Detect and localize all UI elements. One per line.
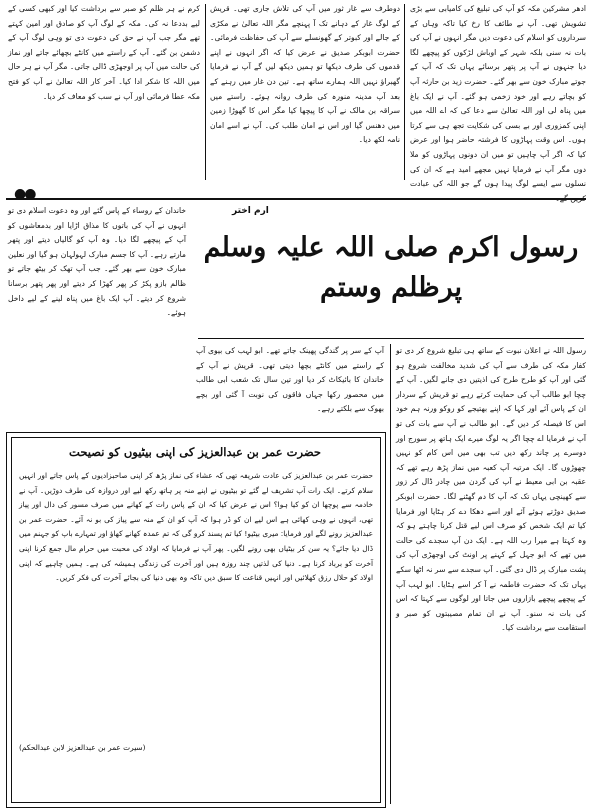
section-rule <box>6 198 586 200</box>
article-title: رسول اکرم صلی اللہ علیہ وسلم پرظلم وستم <box>203 232 579 303</box>
boxed-story <box>6 432 386 808</box>
column-divider <box>404 4 405 180</box>
end-mark-dots: ●● <box>14 186 35 202</box>
column-long-right: رسول اللہ نے اعلان نبوت کے ساتھ ہی تبلیغ شروع کر دی تو کفار مکہ کی طرف سے آپ کی شدید مخالفت شروع ہو گئی اور آپ کو طرح طرح کی اذیتیں دی جانے لگیں۔ آپ کے چچا ابو طالب آپ کی حمایت کرتے رہے تو قریش کے سردار ان کے پاس آئے اور کہا کہ اپنے بھتیجے کو روکو ورنہ ہم خود اس کا فیصلہ کر دیں گے۔ ابو طالب نے آپ سے بات کی تو آپ نے فرمایا اے چچا اگر یہ لوگ میرے ایک ہاتھ پر سورج اور دوسرے پر چاند رکھ دیں تب بھی میں اس کام کو نہیں چھوڑوں گا۔ ایک مرتبہ آپ کعبہ میں نماز پڑھ رہے تھے کہ عقبہ بن ابی معیط نے آپ کی گردن میں چادر ڈال کر زور سے کھینچی یہاں تک کہ آپ کا دم گھٹنے لگا۔ حضرت ابوبکر صدیق دوڑتے ہوئے آئے اور اسے دھکا دے کر ہٹایا اور فرمایا کیا تم ایک شخص کو صرف اس لیے قتل کرنا چاہتے ہو کہ وہ کہتا ہے میرا رب اللہ ہے۔ ایک دن آپ سجدے کی حالت میں تھے کہ ابو جہل کے کہنے پر اونٹ کی اوجھڑی آپ کی پشت مبارک پر ڈال دی گئی۔ آپ سجدے سے سر نہ اٹھا سکے یہاں تک کہ حضرت فاطمہ نے آ کر اسے ہٹایا۔ ابو لہب آپ کے پیچھے پیچھے بازاروں میں جاتا اور لوگوں سے کہتا کہ اس کی بات نہ سنو۔ آپ نے ان تمام مصیبتوں کو صبر و استقامت سے برداشت کیا۔ <box>396 346 586 633</box>
box-body: حضرت عمر بن عبدالعزیز کی عادت شریفہ تھی کہ عشاء کی نماز پڑھ کر اپنی صاحبزادیوں کے پاس جاتے اور انہیں سلام کرتے۔ ایک رات آپ تشریف لے گئے تو بیٹیوں نے اپنے منہ پر ہاتھ رکھ لیے اور دروازہ کی طرف دوڑیں۔ آپ نے خادمہ سے پوچھا ان کو کیا ہوا؟ اس نے عرض کیا کہ ان کے پاس رات کے کھانے میں صرف مسور کی دال اور پیاز تھی، انہوں نے وہی کھائی ہے اس لیے ان کو ڈر ہوا کہ آپ کو ان کے منہ سے پیاز کی بو نہ آئے۔ حضرت عمر بن عبدالعزیز رونے لگے اور فرمایا: میری بیٹیو! کیا تم پسند کرو گی کہ تم عمدہ کھانے کھاؤ اور تمہارے باپ کو جہنم میں ڈال دیا جائے؟ یہ سن کر بیٹیاں بھی رونے لگیں۔ پھر آپ نے فرمایا کہ اولاد کی محبت میں حرام مال جمع کرنا اپنی آخرت کو برباد کرنا ہے۔ دنیا کی لذتیں چند روزہ ہیں اور آخرت کی زندگی ہمیشہ کی ہے۔ ہمیں چاہیے کہ اپنی اولاد کو حلال رزق کھلائیں اور انہیں قناعت کا سبق دیں تاکہ وہ بھی دنیا کی بجائے آخرت کی فکر کریں۔ <box>19 471 373 583</box>
column-divider <box>390 344 391 804</box>
column-divider <box>205 4 206 180</box>
column-mid-left-upper: خاندان کے روساء کے پاس گئے اور وہ دعوت اسلام دی تو انہوں نے آپ کی باتوں کا مذاق اڑایا اور بدمعاشوں کو آپ کے پیچھے لگا دیا۔ وہ آپ کو گالیاں دیتے اور پتھر مارتے رہے۔ آپ کا جسم مبارک لہولہان ہو گیا اور نعلین مبارک خون سے بھر گئے۔ جب آپ تھک کر بیٹھ جاتے تو ظالم بازو پکڑ کر پھر کھڑا کر دیتے اور پھر پتھر برسانا شروع کر دیتے۔ آپ ایک باغ میں پناہ لینے کے لیے داخل ہوئے۔ <box>8 206 186 318</box>
box-title: حضرت عمر بن عبدالعزیز کی اپنی بیٹیوں کو نصیحت <box>69 445 321 459</box>
column-top-left: کرم نے ہر ظلم کو صبر سے برداشت کیا اور کبھی کسی کے لیے بددعا نہ کی۔ مکہ کے لوگ آپ کو صادق اور امین کہتے تھے مگر جب آپ نے حق کی دعوت دی تو وہی لوگ آپ کے دشمن بن گئے۔ آپ کے راستے میں کانٹے بچھائے جاتے اور نماز کی حالت میں آپ پر اوجھڑی ڈالی جاتی۔ مگر آپ نے ہر حال میں اللہ کا شکر ادا کیا۔ آخر کار اللہ تعالیٰ نے آپ کو فتح مکہ عطا فرمائی اور آپ نے سب کو معاف کر دیا۔ <box>8 4 200 101</box>
column-mid-left-lower: آپ کے سر پر گندگی پھینک جاتے تھے۔ ابو لہب کی بیوی آپ کے راستے میں کانٹے بچھا دیتی تھی۔ قریش نے آپ کے خاندان کا بائیکاٹ کر دیا اور تین سال تک شعب ابی طالب میں محصور رکھا جہاں فاقوں کی نوبت آ گئی اور بچے بھوک سے بلکتے رہے۔ <box>196 346 384 414</box>
title-rule <box>198 338 584 339</box>
column-top-right: ادھر مشرکین مکہ کو آپ کی تبلیغ کی کامیابی سے بڑی تشویش تھی۔ آپ نے طائف کا رخ کیا تاکہ وہاں کے سرداروں کو اسلام کی دعوت دیں مگر انہوں نے آپ کی بات نہ سنی بلکہ شہر کے اوباش لڑکوں کو پیچھے لگا دیا جنہوں نے آپ پر پتھر برسائے یہاں تک کہ آپ کے جوتے مبارک خون سے بھر گئے۔ حضرت زید بن حارثہ آپ کو بچاتے رہے اور خود زخمی ہو گئے۔ آپ نے ایک باغ میں پناہ لی اور اللہ تعالیٰ سے دعا کی کہ اے اللہ میں اپنی کمزوری اور بے بسی کی شکایت تجھ ہی سے کرتا ہوں۔ اس وقت پہاڑوں کا فرشتہ حاضر ہوا اور عرض کیا کہ اگر آپ چاہیں تو میں ان دونوں پہاڑوں کو ملا دوں مگر آپ نے فرمایا نہیں مجھے امید ہے کہ ان کی نسلوں سے ایسے لوگ پیدا ہوں گے جو اللہ کی عبادت کریں گے۔ <box>410 4 586 203</box>
box-source: (سیرت عمر بن عبدالعزیز لابن عبدالحکم) <box>19 743 146 752</box>
author-byline: ارم اختر <box>232 206 269 216</box>
column-top-middle: دوطرف سے غار ثور میں آپ کی تلاش جاری تھی۔ قریش کے لوگ غار کے دہانے تک آ پہنچے مگر اللہ تعالیٰ نے مکڑی کے جالے اور کبوتر کے گھونسلے سے آپ کی حفاظت فرمائی۔ حضرت ابوبکر صدیق نے عرض کیا کہ اگر انہوں نے اپنے قدموں کی طرف دیکھا تو ہمیں دیکھ لیں گے آپ نے فرمایا گھبراؤ نہیں اللہ ہمارے ساتھ ہے۔ تین دن غار میں رہنے کے بعد آپ مدینہ منورہ کی طرف روانہ ہوئے۔ راستے میں سراقہ بن مالک نے آپ کا پیچھا کیا مگر اس کا گھوڑا زمین میں دھنس گیا اور اس نے امان طلب کی۔ آپ نے اسے امان نامہ لکھ دیا۔ <box>210 4 400 145</box>
